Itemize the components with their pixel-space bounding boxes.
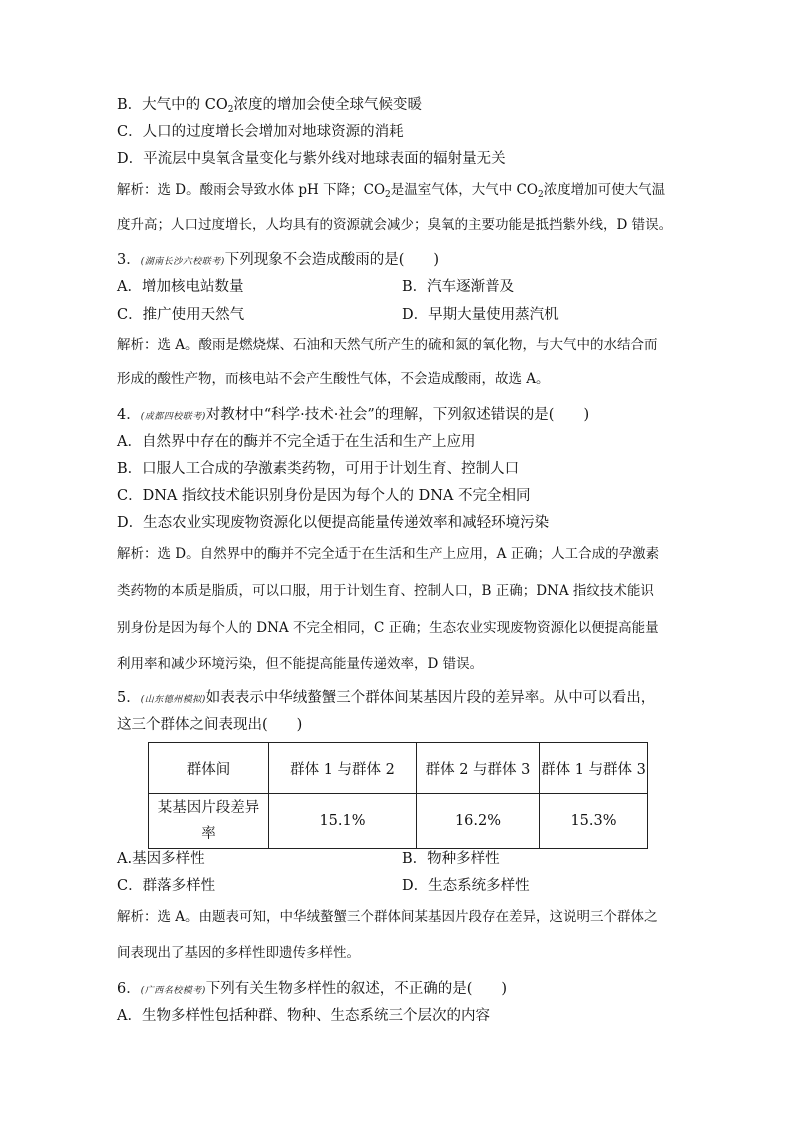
q5-analysis-line-1: 解析：选 A。由题表可知，中华绒螯蟹三个群体间某基因片段存在差异，这说明三个群体之: [117, 909, 658, 925]
q4-option-d: D．生态农业实现废物资源化以便提高能量传递效率和减轻环境污染: [117, 515, 550, 531]
q3-stem: 3．(湖南长沙六校联考)下列现象不会造成酸雨的是( ): [117, 252, 440, 268]
table-row-label: 某基因片段差异 率: [149, 794, 269, 849]
q5-option-b: B．物种多样性: [402, 851, 500, 867]
q2-option-b: B．大气中的 $CO_2$浓度的增加会使全球气候变暖: [117, 97, 422, 115]
q3-source: (湖南长沙六校联考): [140, 257, 225, 267]
table-header-cell: 群体间: [149, 743, 269, 794]
q4-source: (成都四校联考): [140, 412, 206, 422]
q2-analysis-line-1: 解析：选 D。酸雨会导致水体 pH 下降；$CO_2$是温室气体，大气中 $CO_2$浓度增加可使大气温: [117, 182, 666, 200]
q5-option-c: C．群落多样性: [117, 878, 216, 894]
q5-source: (山东德州模拟): [140, 695, 206, 705]
q2-analysis-line-2: 度升高；人口过度增长，人均具有的资源就会减少；臭氧的主要功能是抵挡紫外线，D 错误。: [117, 217, 673, 233]
q5-stem-line-1: 5．(山东德州模拟)如表表示中华绒螯蟹三个群体间某基因片段的差异率。从中可以看出，: [117, 690, 656, 706]
q4-analysis-line-4: 利用率和减少环境污染，但不能提高能量传递效率，D 错误。: [117, 656, 484, 672]
table-row: [149, 794, 648, 849]
q2-option-c: C．人口的过度增长会增加对地球资源的消耗: [117, 124, 404, 140]
q6-stem: 6．(广西名校模考)下列有关生物多样性的叙述，不正确的是( ): [117, 981, 508, 997]
q3-option-a: A．增加核电站数量: [117, 279, 244, 295]
table-header-cell: 群体 1 与群体 3: [540, 743, 648, 794]
q4-analysis-line-1: 解析：选 D。自然界中的酶并不完全适于在生活和生产上应用，A 正确；人工合成的孕激素: [117, 546, 660, 562]
table-header-cell: 群体 1 与群体 2: [269, 743, 417, 794]
q3-analysis-line-1: 解析：选 A。酸雨是燃烧煤、石油和天然气所产生的硫和氮的氧化物，与大气中的水结合而: [117, 337, 658, 353]
q4-analysis-line-3: 别身份是因为每个人的 DNA 不完全相同，C 正确；生态农业实现废物资源化以便提高能量: [117, 620, 659, 636]
q6-option-a: A．生物多样性包括种群、物种、生态系统三个层次的内容: [117, 1008, 490, 1024]
table-cell: 15.1%: [269, 794, 417, 849]
table-header-row: [149, 743, 648, 794]
table-header-cell: 群体 2 与群体 3: [417, 743, 540, 794]
q3-option-d: D．早期大量使用蒸汽机: [402, 307, 559, 323]
table-cell: 16.2%: [417, 794, 540, 849]
q2-option-d: D．平流层中臭氧含量变化与紫外线对地球表面的辐射量无关: [117, 151, 506, 167]
q3-option-b: B．汽车逐渐普及: [402, 279, 515, 295]
q4-analysis-line-2: 类药物的本质是脂质，可以口服，用于计划生育、控制人口，B 正确；DNA 指纹技术能识: [117, 583, 654, 599]
q4-stem: 4．(成都四校联考)对教材中“科学·技术·社会”的理解，下列叙述错误的是( ): [117, 407, 590, 423]
q4-option-c: C．DNA 指纹技术能识别身份是因为每个人的 DNA 不完全相同: [117, 488, 531, 504]
q3-analysis-line-2: 形成的酸性产物，而核电站不会产生酸性气体，不会造成酸雨，故选 A。: [117, 371, 550, 387]
q4-option-a: A．自然界中存在的酶并不完全适于在生活和生产上应用: [117, 434, 476, 450]
q6-source: (广西名校模考): [140, 986, 206, 996]
q5-stem-line-2: 这三个群体之间表现出( ): [117, 717, 303, 733]
q5-analysis-line-2: 间表现出了基因的多样性即遗传多样性。: [117, 945, 360, 961]
q4-option-b: B．口服人工合成的孕激素类药物，可用于计划生育、控制人口: [117, 461, 520, 477]
table-cell: 15.3%: [540, 794, 648, 849]
difference-rate-table: [148, 742, 648, 849]
q5-option-a: A.基因多样性: [117, 851, 205, 867]
q3-option-c: C．推广使用天然气: [117, 307, 245, 323]
q5-option-d: D．生态系统多样性: [402, 878, 530, 894]
